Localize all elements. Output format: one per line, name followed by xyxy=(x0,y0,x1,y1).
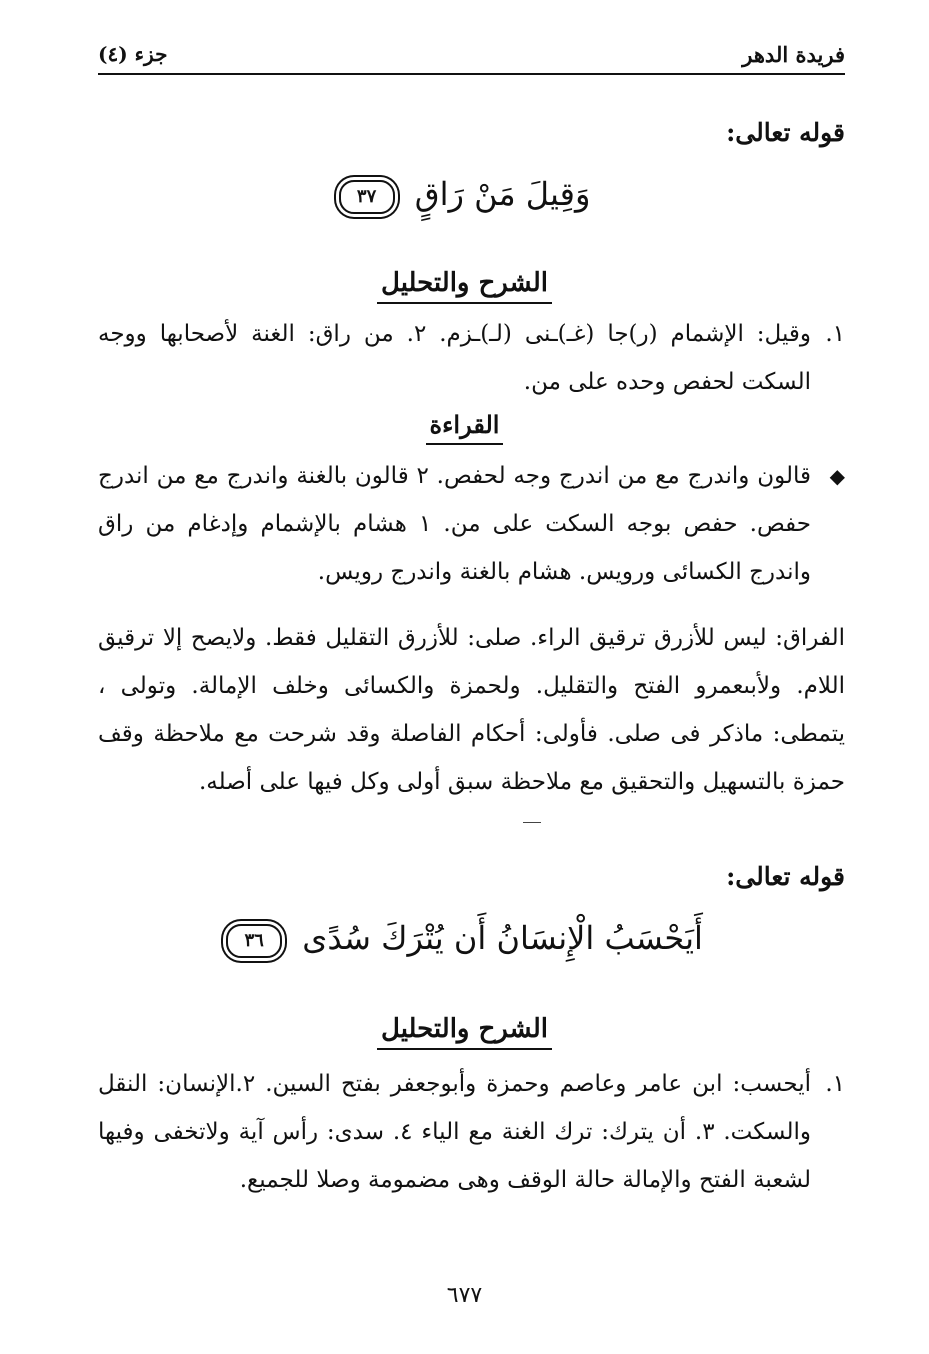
page-number: ٦٧٧ xyxy=(446,1283,483,1308)
header-rule xyxy=(98,73,845,75)
item-number: ١. xyxy=(825,321,845,347)
section-heading-2 xyxy=(0,1014,929,1050)
explanation-item-1 xyxy=(98,310,845,406)
ayah-number-badge: ٣٧ xyxy=(339,180,395,214)
explanation-item-2 xyxy=(98,1060,845,1204)
verse-intro-label-2: قوله تعالى: xyxy=(726,862,845,891)
item-number: ١. xyxy=(825,1071,845,1097)
quran-verse-2 xyxy=(0,916,929,960)
item-text: أيحسب: ابن عامر وعاصم وحمزة وأبوجعفر بفتح السين. ٢.الإنسان: النقل والسكت. ٣. أن يترك: ترك الغنة مع الياء ٤. سدى: رأس آية ولاتخفى وفيها لشعبة الفتح والإمالة حالة الوقف وهى مضمومة وصلا للجميع. xyxy=(98,1071,811,1193)
stray-mark xyxy=(523,822,541,823)
verse-intro-label-1: قوله تعالى: xyxy=(726,118,845,147)
ayah-number-badge: ٣٦ xyxy=(226,924,282,958)
diamond-bullet-icon: ◆ xyxy=(829,464,845,488)
heading-text: الشرح والتحليل xyxy=(377,268,552,304)
heading-text: القراءة xyxy=(426,410,504,445)
section-heading-1 xyxy=(0,268,929,304)
qiraa-text: قالون واندرج مع من اندرج وجه لحفص. ٢ قالون بالغنة واندرج مع من اندرج حفص. حفص بوجه السكت على من. ١ هشام بالإشمام وإدغام من راق واندرج الكسائى ورويس. هشام بالغنة واندرج رويس. xyxy=(98,463,811,585)
quran-verse-1 xyxy=(0,172,929,216)
item-text: وقيل: الإشمام (ر)جا (غـ)ـنى (لـ)ـزم. ٢. من راق: الغنة لأصحابها ووجه السكت لحفص وحده على من. xyxy=(98,321,811,395)
heading-text: الشرح والتحليل xyxy=(377,1014,552,1050)
verse-text: وَقِيلَ مَنْ رَاقٍ xyxy=(414,175,591,213)
qiraa-paragraph xyxy=(98,452,845,596)
firaq-paragraph: الفراق: ليس للأزرق ترقيق الراء. صلى: للأزرق التقليل فقط. ولايصح إلا ترقيق اللام. ولأبىعمرو الفتح والتقليل. ولحمزة والكسائى وخلف الإمالة. وتولى ، يتمطى: ماذكر فى صلى. فأولى: أحكام الفاصلة وقد شرحت مع ملاحظة وقف حمزة بالتسهيل والتحقيق مع ملاحظة سبق أولى وكل فيها على أصله. xyxy=(98,625,845,795)
verse-text: أَيَحْسَبُ الْإِنسَانُ أَن يُتْرَكَ سُدًى xyxy=(302,919,703,957)
running-title: فريدة الدهر xyxy=(742,42,845,67)
qiraa-heading xyxy=(0,410,929,445)
volume-label: جزء (٤) xyxy=(98,42,168,66)
